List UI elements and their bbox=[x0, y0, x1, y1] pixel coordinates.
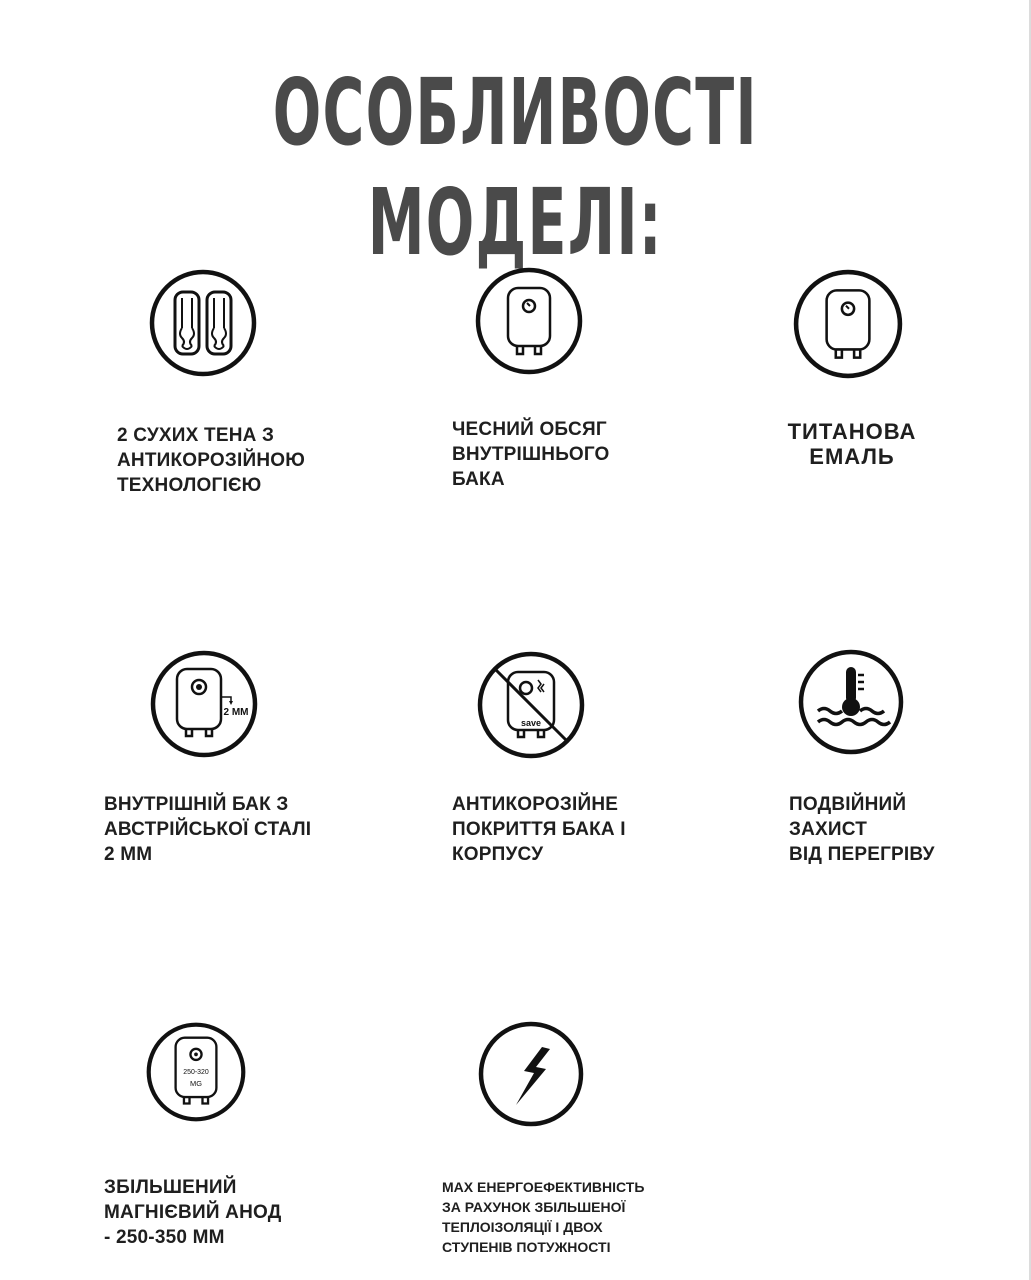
thermometer-waves-icon bbox=[796, 647, 906, 757]
feature-label-line: КОРПУСУ bbox=[452, 844, 544, 865]
feature-label-honest-volume bbox=[452, 417, 610, 492]
feature-label-line: АНТИКОРОЗІЙНЕ bbox=[452, 794, 619, 815]
feature-label-line: ЧЕСНИЙ ОБСЯГ bbox=[452, 419, 607, 440]
anode-size-badge: 250-320 bbox=[183, 1068, 209, 1076]
feature-label-titanium-enamel bbox=[772, 419, 932, 469]
water-heater-icon bbox=[792, 268, 904, 380]
feature-label-line: АВСТРІЙСЬКОЇ СТАЛІ bbox=[104, 819, 312, 840]
tank-wall-thickness-icon bbox=[149, 649, 259, 759]
magnesium-anode-icon bbox=[145, 1021, 247, 1123]
feature-label-line: БАКА bbox=[452, 469, 505, 490]
page-title: ОСОБЛИВОСТІ МОДЕЛІ: bbox=[272, 59, 758, 276]
feature-label-line: МАГНІЄВИЙ АНОД bbox=[104, 1202, 282, 1223]
feature-label-austrian-steel bbox=[104, 792, 311, 867]
wall-thickness-badge: 2 ММ bbox=[223, 707, 249, 718]
feature-label-line: ПОДВІЙНИЙ bbox=[789, 794, 907, 815]
feature-label-heating-elements bbox=[117, 423, 305, 498]
water-heater-icon bbox=[474, 266, 584, 376]
lightning-icon bbox=[476, 1019, 586, 1129]
feature-label-line: ВНУТРІШНЬОГО bbox=[452, 444, 610, 465]
anticorrosion-icon bbox=[476, 650, 586, 760]
feature-label-energy-efficiency bbox=[442, 1177, 644, 1257]
feature-label-line: ЗА РАХУНОК ЗБІЛЬШЕНОЇ bbox=[442, 1199, 626, 1215]
feature-label-overheat-protection bbox=[789, 792, 935, 867]
feature-label-line: ВІД ПЕРЕГРІВУ bbox=[789, 844, 935, 865]
feature-label-line: MAX ЕНЕРГОЕФЕКТИВНІСТЬ bbox=[442, 1179, 645, 1195]
heating-elements-icon bbox=[148, 268, 258, 378]
feature-label-line: СТУПЕНІВ ПОТУЖНОСТІ bbox=[442, 1239, 611, 1255]
feature-label-magnesium-anode bbox=[104, 1175, 281, 1250]
feature-label-line: ПОКРИТТЯ БАКА І bbox=[452, 819, 626, 840]
feature-label-line: 2 ММ bbox=[104, 844, 153, 865]
feature-label-line: ТИТАНОВА bbox=[787, 419, 917, 444]
feature-label-line: 2 СУХИХ ТЕНА З bbox=[117, 425, 275, 446]
feature-label-line: ЗАХИСТ bbox=[789, 819, 868, 840]
feature-label-anticorrosion bbox=[452, 792, 626, 867]
feature-label-line: - 250-350 ММ bbox=[104, 1227, 225, 1248]
feature-label-line: ВНУТРІШНІЙ БАК З bbox=[104, 794, 289, 815]
save-badge: save bbox=[520, 718, 542, 728]
feature-label-line: ТЕХНОЛОГІЄЮ bbox=[117, 475, 262, 496]
feature-label-line: ЗБІЛЬШЕНИЙ bbox=[104, 1177, 237, 1198]
feature-label-line: ТЕПЛОІЗОЛЯЦІЇ І ДВОХ bbox=[442, 1219, 603, 1235]
feature-label-line: ЕМАЛЬ bbox=[809, 444, 895, 469]
feature-label-line: АНТИКОРОЗІЙНОЮ bbox=[117, 450, 306, 471]
anode-material-badge: MG bbox=[190, 1078, 202, 1088]
